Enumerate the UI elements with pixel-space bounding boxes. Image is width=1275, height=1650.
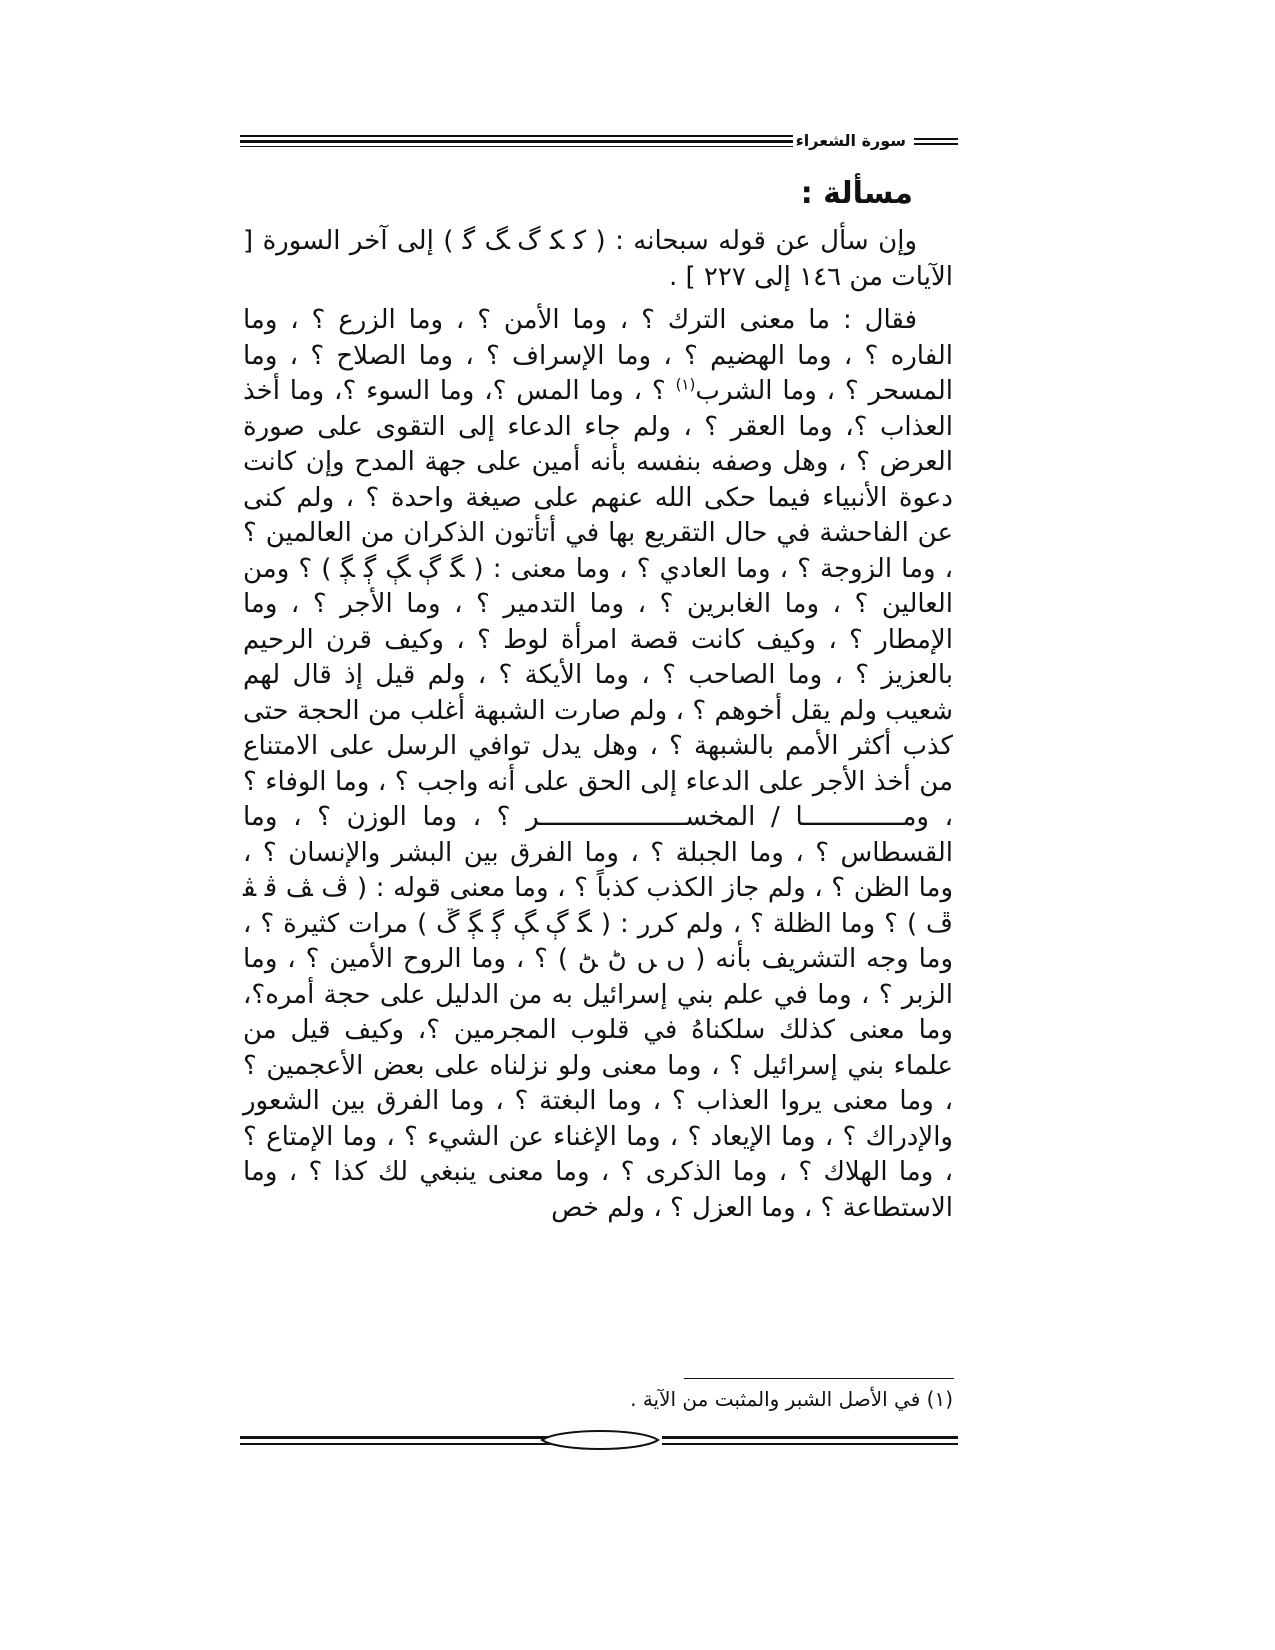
bottom-ornament: [240, 1430, 958, 1454]
quran-reference: ( ﭪ ﭫ ﭬ ﭭ ﭮ ): [243, 873, 954, 939]
section-heading: مسألة :: [800, 176, 913, 211]
page-number-oval: [540, 1430, 660, 1450]
bottom-rule-right: [662, 1436, 958, 1439]
questions-part-4: ؟ وما الظلة ؟ ، ولم كرر :: [619, 908, 898, 939]
questions-paragraph: [243, 303, 953, 1226]
intro-text-before: وإن سأل عن قوله سبحانه :: [615, 226, 917, 256]
main-content: [243, 172, 953, 1234]
quran-reference: ( ﮕ ﮖ ﮗ ﮘ ﮙ ): [321, 553, 484, 584]
header-rule: [240, 135, 793, 137]
quran-reference: ( ﮐ ﮑ ﮒ ﮓ ﮔ ): [443, 226, 606, 256]
footnote: (١) في الأصل الشبر والمثبت من الآية .: [630, 1387, 953, 1411]
footnote-marker[interactable]: (١): [675, 375, 696, 394]
intro-text-after: إلى آخر السورة [ الآيات من ١٤٦ إلى ٢٢٧ ] .: [243, 226, 953, 292]
quran-reference: ( ﮞ ﮟ ﮠ ﮡ ): [557, 944, 706, 974]
quran-reference: ( ﮕ ﮖ ﮗ ﮘ ﮙ ﮚ ): [417, 908, 612, 939]
intro-paragraph: [243, 224, 953, 295]
bottom-rule-left: [240, 1436, 550, 1439]
questions-part-2: ؟ ، وما المس ؟، وما السوء ؟، وما أخذ العذاب ؟، وما العقر ؟ ، ولم جاء الدعاء إلى التقوى على صورة العرض ؟ ، وهل وصفه بنفسه بأنه أمين على جهة المدح وإن كانت دعوة الأنبياء فيما حكى الله عنهم على صيغة واحدة ؟ ، ولم كنى عن الفاحشة في حال التقريع بها في أتأتون الذكران من العالمين ؟ ، وما الزوجة ؟ ، وما العادي ؟ ، وما معنى :: [243, 376, 954, 584]
header-title: سورة الشعراء: [795, 131, 906, 150]
running-header: [240, 130, 958, 156]
footnote-separator: [684, 1378, 954, 1379]
questions-part-1: فقال : ما معنى الترك ؟ ، وما الأمن ؟ ، وما الزرع ؟ ، وما الفاره ؟ ، وما الهضيم ؟ ، وما الإسراف ؟ ، وما الصلاح ؟ ، وما المسحر ؟ ، وما الشرب: [243, 305, 953, 406]
questions-part-6: ؟ ، وما الروح الأمين ؟ ، وما الزبر ؟ ، وما في علم بني إسرائيل به من الدليل على حجة أمره؟، وما معنى كذلك سلكناهُ في قلوب المجرمين ؟، وكيف قيل من علماء بني إسرائيل ؟ ، وما معنى ولو نزلناه على بعض الأعجمين ؟ ، وما معنى يروا العذاب ؟ ، وما البغتة ؟ ، وما الفرق بين الشعور والإدراك ؟ ، وما الإيعاد ؟ ، وما الإغناء عن الشيء ؟ ، وما الإمتاع ؟ ، وما الهلاك ؟ ، وما الذكرى ؟ ، وما معنى ينبغي لك كذا ؟ ، وما الاستطاعة ؟ ، وما العزل ؟ ، ولم خص: [243, 944, 953, 1223]
questions-part-5: مرات كثيرة ؟ ، وما وجه التشريف بأنه: [243, 908, 953, 974]
questions-part-3: ؟ ومن العالين ؟ ، وما الغابرين ؟ ، وما التدمير ؟ ، وما الأجر ؟ ، وما الإمطار ؟ ، وكيف كانت قصة امرأة لوط ؟ ، وكيف قرن الرحيم بالعزيز ؟ ، وما الصاحب ؟ ، وما الأيكة ؟ ، ولم قيل إذ قال لهم شعيب ولم يقل أخوهم ؟ ، ولم صارت الشبهة أغلب من الحجة حتى كذب أكثر الأمم بالشبهة ؟ ، وهل يدل توافي الرسل على الامتناع من أخذ الأجر على الدعاء إلى الحق على أنه واجب ؟ ، وما الوفاء ؟ ، ومـــــــــــــا / المخســـــــــــــــــــر ؟ ، وما الوزن ؟ ، وما القسطاس ؟ ، وما الجبلة ؟ ، وما الفرق بين البشر والإنسان ؟ ، وما الظن ؟ ، ولم جاز الكذب كذباً ؟ ، وما معنى قوله :: [243, 553, 953, 903]
header-ornament-right: [914, 138, 958, 140]
